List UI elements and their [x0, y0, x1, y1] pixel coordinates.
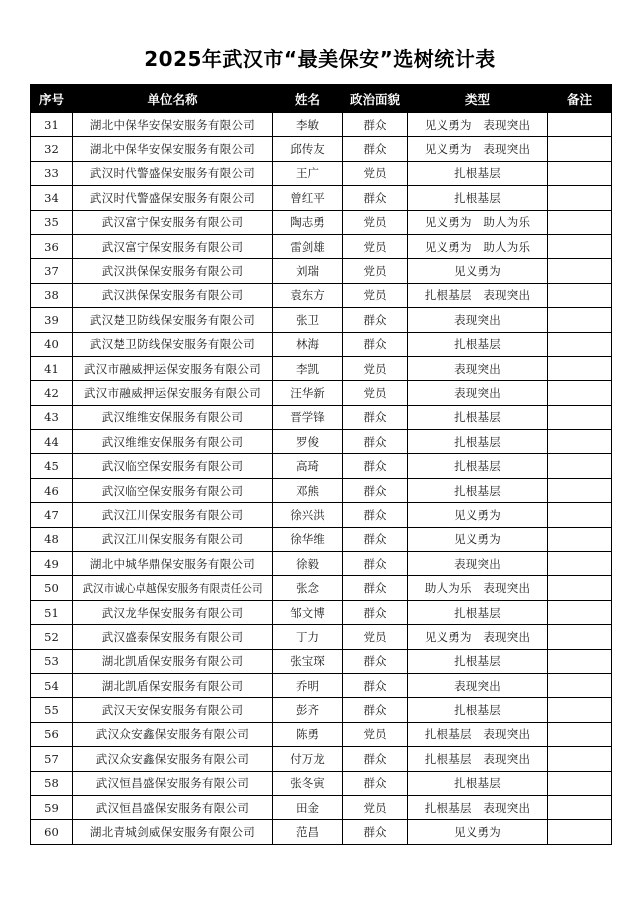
cell-type: 扎根基层: [408, 332, 548, 356]
cell-note: [548, 161, 612, 185]
table-row: [31, 332, 612, 356]
cell-party: 群众: [343, 430, 408, 454]
cell-note: [548, 625, 612, 649]
cell-party: 群众: [343, 673, 408, 697]
cell-type: 扎根基层 表现突出: [408, 722, 548, 746]
cell-unit: 武汉天安保安服务有限公司: [73, 698, 273, 722]
cell-no: 44: [31, 430, 73, 454]
cell-name: 徐毅: [273, 552, 343, 576]
cell-party: 群众: [343, 186, 408, 210]
cell-no: 43: [31, 405, 73, 429]
cell-unit: 武汉临空保安服务有限公司: [73, 454, 273, 478]
cell-type: 见义勇为 助人为乐: [408, 210, 548, 234]
table-row: [31, 576, 612, 600]
cell-type: 见义勇为 助人为乐: [408, 234, 548, 258]
cell-note: [548, 820, 612, 844]
cell-unit: 武汉市诚心卓越保安服务有限责任公司: [73, 576, 273, 600]
header-party: 政治面貌: [343, 85, 408, 113]
cell-unit: 武汉众安鑫保安服务有限公司: [73, 747, 273, 771]
cell-no: 57: [31, 747, 73, 771]
cell-type: 扎根基层: [408, 600, 548, 624]
cell-unit: 武汉时代警盛保安服务有限公司: [73, 186, 273, 210]
cell-note: [548, 649, 612, 673]
cell-note: [548, 722, 612, 746]
cell-no: 34: [31, 186, 73, 210]
cell-no: 40: [31, 332, 73, 356]
cell-unit: 武汉维维安保服务有限公司: [73, 430, 273, 454]
cell-name: 张冬寅: [273, 771, 343, 795]
header-no: 序号: [31, 85, 73, 113]
cell-unit: 武汉龙华保安服务有限公司: [73, 600, 273, 624]
cell-type: 表现突出: [408, 356, 548, 380]
cell-note: [548, 356, 612, 380]
cell-name: 汪华新: [273, 381, 343, 405]
cell-no: 47: [31, 503, 73, 527]
cell-name: 邓熊: [273, 478, 343, 502]
cell-no: 53: [31, 649, 73, 673]
stats-table: [30, 84, 612, 845]
cell-name: 王广: [273, 161, 343, 185]
cell-note: [548, 113, 612, 137]
table-row: [31, 454, 612, 478]
table-row: [31, 210, 612, 234]
cell-unit: 武汉众安鑫保安服务有限公司: [73, 722, 273, 746]
cell-unit: 武汉时代警盛保安服务有限公司: [73, 161, 273, 185]
cell-note: [548, 234, 612, 258]
cell-unit: 湖北中保华安保安服务有限公司: [73, 137, 273, 161]
table-body: [31, 113, 612, 845]
cell-unit: 武汉临空保安服务有限公司: [73, 478, 273, 502]
cell-party: 党员: [343, 234, 408, 258]
cell-name: 田金: [273, 795, 343, 819]
cell-type: 扎根基层: [408, 186, 548, 210]
cell-note: [548, 454, 612, 478]
cell-unit: 武汉恒昌盛保安服务有限公司: [73, 795, 273, 819]
cell-type: 扎根基层 表现突出: [408, 283, 548, 307]
page-title: 2025年武汉市“最美保安”选树统计表: [144, 47, 496, 71]
cell-no: 35: [31, 210, 73, 234]
cell-no: 46: [31, 478, 73, 502]
cell-name: 付万龙: [273, 747, 343, 771]
cell-party: 党员: [343, 283, 408, 307]
cell-party: 党员: [343, 161, 408, 185]
cell-party: 党员: [343, 210, 408, 234]
table-row: [31, 186, 612, 210]
cell-no: 54: [31, 673, 73, 697]
cell-unit: 武汉富宁保安服务有限公司: [73, 210, 273, 234]
table-row: [31, 478, 612, 502]
table-row: [31, 405, 612, 429]
cell-name: 徐华维: [273, 527, 343, 551]
cell-party: 群众: [343, 137, 408, 161]
cell-type: 扎根基层: [408, 405, 548, 429]
table-row: [31, 234, 612, 258]
cell-note: [548, 673, 612, 697]
cell-unit: 武汉江川保安服务有限公司: [73, 527, 273, 551]
cell-no: 45: [31, 454, 73, 478]
cell-party: 党员: [343, 356, 408, 380]
cell-type: 表现突出: [408, 308, 548, 332]
cell-name: 张宝琛: [273, 649, 343, 673]
cell-note: [548, 308, 612, 332]
cell-party: 群众: [343, 308, 408, 332]
cell-note: [548, 503, 612, 527]
cell-unit: 湖北凯盾保安服务有限公司: [73, 673, 273, 697]
cell-type: 扎根基层 表现突出: [408, 795, 548, 819]
cell-note: [548, 405, 612, 429]
cell-note: [548, 430, 612, 454]
cell-party: 群众: [343, 820, 408, 844]
cell-party: 群众: [343, 576, 408, 600]
cell-unit: 武汉洪保保安服务有限公司: [73, 259, 273, 283]
cell-note: [548, 137, 612, 161]
cell-party: 党员: [343, 259, 408, 283]
table-row: [31, 747, 612, 771]
cell-name: 刘瑞: [273, 259, 343, 283]
cell-name: 徐兴洪: [273, 503, 343, 527]
cell-type: 见义勇为: [408, 259, 548, 283]
cell-note: [548, 698, 612, 722]
cell-no: 33: [31, 161, 73, 185]
table-row: [31, 722, 612, 746]
table-row: [31, 503, 612, 527]
cell-party: 党员: [343, 625, 408, 649]
cell-unit: 湖北凯盾保安服务有限公司: [73, 649, 273, 673]
cell-name: 丁力: [273, 625, 343, 649]
cell-no: 39: [31, 308, 73, 332]
cell-name: 张卫: [273, 308, 343, 332]
table-header-row: [31, 85, 612, 113]
cell-type: 扎根基层: [408, 771, 548, 795]
cell-type: 扎根基层: [408, 478, 548, 502]
table-row: [31, 161, 612, 185]
cell-name: 邱传友: [273, 137, 343, 161]
cell-name: 雷剑雄: [273, 234, 343, 258]
cell-note: [548, 259, 612, 283]
header-note: 备注: [548, 85, 612, 113]
cell-no: 50: [31, 576, 73, 600]
cell-no: 59: [31, 795, 73, 819]
cell-type: 见义勇为 表现突出: [408, 625, 548, 649]
cell-party: 群众: [343, 113, 408, 137]
cell-type: 扎根基层: [408, 698, 548, 722]
cell-type: 见义勇为: [408, 820, 548, 844]
cell-unit: 湖北中城华鼎保安服务有限公司: [73, 552, 273, 576]
cell-unit: 武汉江川保安服务有限公司: [73, 503, 273, 527]
cell-party: 党员: [343, 722, 408, 746]
cell-name: 陈勇: [273, 722, 343, 746]
cell-unit: 武汉洪保保安服务有限公司: [73, 283, 273, 307]
cell-note: [548, 283, 612, 307]
cell-name: 彭齐: [273, 698, 343, 722]
cell-type: 见义勇为: [408, 527, 548, 551]
cell-type: 见义勇为 表现突出: [408, 137, 548, 161]
cell-party: 群众: [343, 649, 408, 673]
cell-no: 52: [31, 625, 73, 649]
cell-party: 群众: [343, 600, 408, 624]
cell-note: [548, 210, 612, 234]
cell-type: 表现突出: [408, 381, 548, 405]
cell-note: [548, 332, 612, 356]
table-row: [31, 259, 612, 283]
cell-type: 扎根基层 表现突出: [408, 747, 548, 771]
cell-type: 扎根基层: [408, 454, 548, 478]
cell-note: [548, 478, 612, 502]
table-row: [31, 430, 612, 454]
cell-name: 陶志勇: [273, 210, 343, 234]
cell-note: [548, 527, 612, 551]
cell-name: 高琦: [273, 454, 343, 478]
cell-no: 38: [31, 283, 73, 307]
cell-unit: 湖北中保华安保安服务有限公司: [73, 113, 273, 137]
cell-no: 49: [31, 552, 73, 576]
cell-no: 37: [31, 259, 73, 283]
cell-party: 群众: [343, 698, 408, 722]
cell-party: 群众: [343, 332, 408, 356]
cell-note: [548, 381, 612, 405]
header-type: 类型: [408, 85, 548, 113]
cell-no: 31: [31, 113, 73, 137]
table-row: [31, 356, 612, 380]
cell-note: [548, 795, 612, 819]
header-name: 姓名: [273, 85, 343, 113]
cell-no: 58: [31, 771, 73, 795]
cell-party: 党员: [343, 795, 408, 819]
cell-name: 李敏: [273, 113, 343, 137]
cell-party: 党员: [343, 381, 408, 405]
cell-name: 林海: [273, 332, 343, 356]
cell-unit: 武汉维维安保服务有限公司: [73, 405, 273, 429]
cell-note: [548, 771, 612, 795]
table-row: [31, 308, 612, 332]
table-row: [31, 649, 612, 673]
table-row: [31, 795, 612, 819]
cell-type: 扎根基层: [408, 649, 548, 673]
cell-unit: 武汉楚卫防线保安服务有限公司: [73, 332, 273, 356]
cell-no: 56: [31, 722, 73, 746]
table-row: [31, 113, 612, 137]
cell-unit: 武汉市融威押运保安服务有限公司: [73, 381, 273, 405]
cell-name: 袁东方: [273, 283, 343, 307]
cell-unit: 武汉富宁保安服务有限公司: [73, 234, 273, 258]
table-row: [31, 283, 612, 307]
cell-type: 扎根基层: [408, 430, 548, 454]
cell-unit: 武汉市融威押运保安服务有限公司: [73, 356, 273, 380]
cell-type: 助人为乐 表现突出: [408, 576, 548, 600]
cell-unit: 武汉楚卫防线保安服务有限公司: [73, 308, 273, 332]
cell-note: [548, 747, 612, 771]
cell-party: 群众: [343, 454, 408, 478]
table-row: [31, 137, 612, 161]
cell-party: 群众: [343, 405, 408, 429]
cell-unit: 武汉恒昌盛保安服务有限公司: [73, 771, 273, 795]
cell-note: [548, 576, 612, 600]
cell-name: 张念: [273, 576, 343, 600]
cell-party: 群众: [343, 503, 408, 527]
cell-note: [548, 552, 612, 576]
table-row: [31, 820, 612, 844]
table-row: [31, 600, 612, 624]
cell-note: [548, 186, 612, 210]
cell-name: 邹文博: [273, 600, 343, 624]
cell-no: 32: [31, 137, 73, 161]
cell-note: [548, 600, 612, 624]
cell-party: 群众: [343, 771, 408, 795]
cell-party: 群众: [343, 478, 408, 502]
cell-no: 55: [31, 698, 73, 722]
table-row: [31, 552, 612, 576]
cell-party: 群众: [343, 552, 408, 576]
table-row: [31, 673, 612, 697]
table-row: [31, 771, 612, 795]
cell-no: 36: [31, 234, 73, 258]
cell-type: 扎根基层: [408, 161, 548, 185]
cell-party: 群众: [343, 527, 408, 551]
cell-no: 42: [31, 381, 73, 405]
table-row: [31, 527, 612, 551]
cell-type: 表现突出: [408, 673, 548, 697]
cell-type: 见义勇为 表现突出: [408, 113, 548, 137]
cell-type: 见义勇为: [408, 503, 548, 527]
header-unit: 单位名称: [73, 85, 273, 113]
table-row: [31, 381, 612, 405]
table-row: [31, 625, 612, 649]
cell-name: 范昌: [273, 820, 343, 844]
table-row: [31, 698, 612, 722]
cell-no: 51: [31, 600, 73, 624]
cell-name: 乔明: [273, 673, 343, 697]
cell-name: 李凯: [273, 356, 343, 380]
cell-unit: 湖北青城剑威保安服务有限公司: [73, 820, 273, 844]
cell-party: 群众: [343, 747, 408, 771]
cell-no: 41: [31, 356, 73, 380]
cell-unit: 武汉盛泰保安服务有限公司: [73, 625, 273, 649]
cell-type: 表现突出: [408, 552, 548, 576]
cell-no: 60: [31, 820, 73, 844]
cell-name: 曾红平: [273, 186, 343, 210]
cell-name: 晋学锋: [273, 405, 343, 429]
cell-name: 罗俊: [273, 430, 343, 454]
cell-no: 48: [31, 527, 73, 551]
